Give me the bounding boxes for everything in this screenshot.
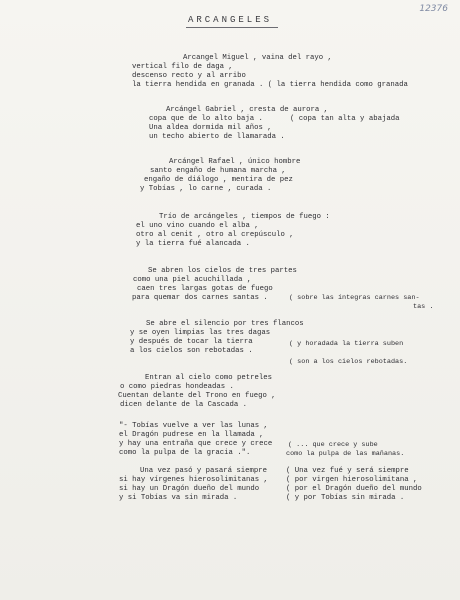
poem-line: y después de tocar la tierra [130, 338, 253, 346]
margin-note: ( y horadada la tierra suben [289, 340, 404, 348]
margin-note-continued: ( son a los cielos rebotadas. [289, 358, 408, 366]
poem-line: engaño de diálogo , mentira de pez [144, 176, 293, 184]
poem-line: como una piel acuchillada , [133, 276, 252, 284]
poem-line: y la tierra fué alancada . [136, 240, 250, 248]
margin-note: ( ... que crece y sube [288, 441, 378, 449]
poem-line: a los cielos son rebotadas . [130, 347, 253, 355]
poem-line: el Dragón pudrese en la llamada , [119, 431, 264, 439]
title-underline [186, 27, 278, 28]
side-line: ( Una vez fué y será siempre [286, 467, 409, 475]
poem-line: para quemar dos carnes santas . [132, 294, 268, 302]
poem-line: descenso recto y al arribo [132, 72, 246, 80]
poem-line: Se abre el silencio por tres flancos [146, 320, 304, 328]
margin-note-continued: tas . [413, 303, 434, 311]
poem-line: caen tres largas gotas de fuego [137, 285, 273, 293]
side-line: ( por el Dragón dueño del mundo [286, 485, 422, 493]
poem-line: Arcángel Rafael , único hombre [169, 158, 301, 166]
catalog-number: 12376 [419, 4, 448, 14]
poem-line: otro al cenit , otro al crepúsculo , [136, 231, 294, 239]
side-line: ( por virgen hierosolimitana , [286, 476, 418, 484]
poem-line: y si Tobías va sin mirada . [119, 494, 238, 502]
poem-line: y se oyen limpias las tres dagas [130, 329, 271, 337]
poem-line: copa que de lo alto baja . [149, 115, 263, 123]
poem-line: un techo abierto de llamarada . [149, 133, 285, 141]
poem-line: santo engaño de humana marcha , [150, 167, 286, 175]
poem-line: y hay una entraña que crece y crece [119, 440, 273, 448]
poem-line: vertical filo de daga , [132, 63, 233, 71]
poem-line: Una vez pasó y pasará siempre [140, 467, 267, 475]
poem-line: Trío de arcángeles , tiempos de fuego : [159, 213, 330, 221]
poem-line: si hay un Dragón dueño del mundo [119, 485, 260, 493]
poem-line: Cuentan delante del Trono en fuego , [118, 392, 276, 400]
poem-line: dicen delante de la Cascada . [120, 401, 247, 409]
poem-line: "- Tobías vuelve a ver las lunas , [119, 422, 268, 430]
margin-note-continued: como la pulpa de las mañanas. [286, 450, 405, 458]
poem-line: Entran al cielo como petreles [145, 374, 272, 382]
poem-line: la tierra hendida en granada . ( la tierra hendida como granada [132, 81, 408, 89]
poem-line: Se abren los cielos de tres partes [148, 267, 297, 275]
poem-line: Arcángel Gabriel , cresta de aurora , [166, 106, 329, 114]
margin-note: ( copa tan alta y abajada [290, 115, 400, 123]
margin-note: ( sobre las íntegras carnes san- [289, 294, 420, 302]
poem-line: Arcangel Miguel , vaina del rayo , [183, 54, 332, 62]
side-line: ( y por Tobías sin mirada . [286, 494, 405, 502]
poem-title: ARCANGELES [187, 15, 272, 25]
poem-line: como la pulpa de la gracia .". [119, 449, 251, 457]
poem-line: el uno vino cuando el alba , [136, 222, 259, 230]
poem-line: y Tobías , lo carne , curada . [140, 185, 272, 193]
poem-line: Una aldea dormida mil años , [149, 124, 272, 132]
poem-line: o como piedras hondeadas . [120, 383, 234, 391]
poem-line: si hay vírgenes hierosolimitanas , [119, 476, 268, 484]
